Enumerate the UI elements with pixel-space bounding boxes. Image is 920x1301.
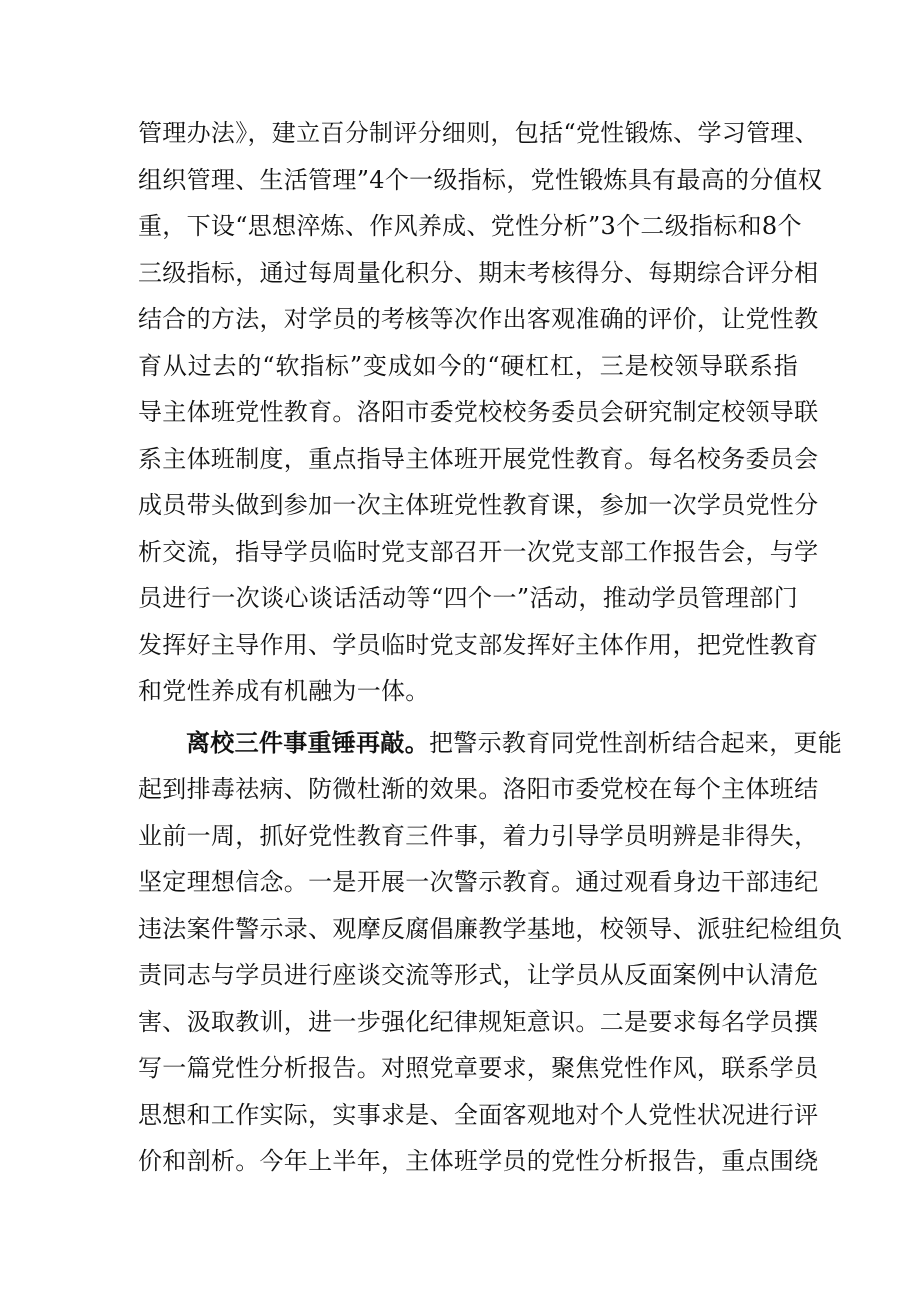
paragraph-1-line-13: 和党性养成有机融为一体。: [138, 677, 430, 705]
paragraph-2-heading: 离校三件事重锤再敲。: [186, 727, 429, 757]
paragraph-2-line-5: 违法案件警示录、观摩反腐倡廉教学基地，校领导、派驻纪检组负: [138, 914, 843, 943]
paragraph-2-line-8: 写一篇党性分析报告。对照党章要求，聚焦党性作风，联系学员: [138, 1054, 819, 1082]
paragraph-1-line-7: 导主体班党性教育。洛阳市委党校校务委员会研究制定校领导联: [138, 398, 819, 426]
paragraph-2-line-1: [138, 720, 843, 767]
paragraph-1-line-10: 析交流，指导学员临时党支部召开一次党支部工作报告会，与学: [138, 537, 819, 566]
paragraph-1-line-8: 系主体班制度，重点指导主体班开展党性教育。每名校务委员会: [138, 444, 819, 473]
paragraph-2-line-4: 坚定理想信念。一是开展一次警示教育。通过观看身边干部违纪: [138, 868, 819, 896]
paragraph-1-line-4: 三级指标，通过每周量化积分、期末考核得分、每期综合评分相: [138, 258, 819, 287]
paragraph-2-line-9: 思想和工作实际，实事求是、全面客观地对个人党性状况进行评: [138, 1100, 819, 1129]
paragraph-2-first-line-text: 把警示教育同党性剖析结合起来，更能: [429, 728, 843, 757]
paragraph-1-line-12: 发挥好主导作用、学员临时党支部发挥好主体作用，把党性教育: [138, 630, 819, 659]
paragraph-2-line-3: 业前一周，抓好党性教育三件事，着力引导学员明辨是非得失，: [138, 821, 819, 850]
paragraph-2-line-7: 害、汲取教训，进一步强化纪律规矩意识。二是要求每名学员撰: [138, 1007, 819, 1036]
body-text: [138, 110, 843, 1185]
paragraph-1-line-11: 员进行一次谈心谈话活动等“四个一”活动，推动学员管理部门: [138, 584, 798, 612]
paragraph-1-line-3: 重，下设“思想淬炼、作风养成、党性分析”3个二级指标和8个: [138, 212, 802, 240]
paragraph-2-line-10: 价和剖析。今年上半年，主体班学员的党性分析报告，重点围绕: [138, 1147, 819, 1175]
paragraph-1-line-6: 育从过去的“软指标”变成如今的“硬杠杠，三是校领导联系指: [138, 351, 798, 380]
paragraph-2-line-2: 起到排毒祛病、防微杜渐的效果。洛阳市委党校在每个主体班结: [138, 775, 819, 803]
paragraph-2-line-6: 责同志与学员进行座谈交流等形式，让学员从反面案例中认清危: [138, 961, 819, 989]
paragraph-1-line-5: 结合的方法，对学员的考核等次作出客观准确的评价，让党性教: [138, 305, 819, 333]
paragraph-1-line-9: 成员带头做到参加一次主体班党性教育课，参加一次学员党性分: [138, 491, 819, 519]
paragraph-1-line-1: 管理办法》，建立百分制评分细则，包括“党性锻炼、学习管理、: [138, 119, 819, 147]
paragraph-1-line-2: 组织管理、生活管理”4个一级指标，党性锻炼具有最高的分值权: [138, 165, 823, 194]
